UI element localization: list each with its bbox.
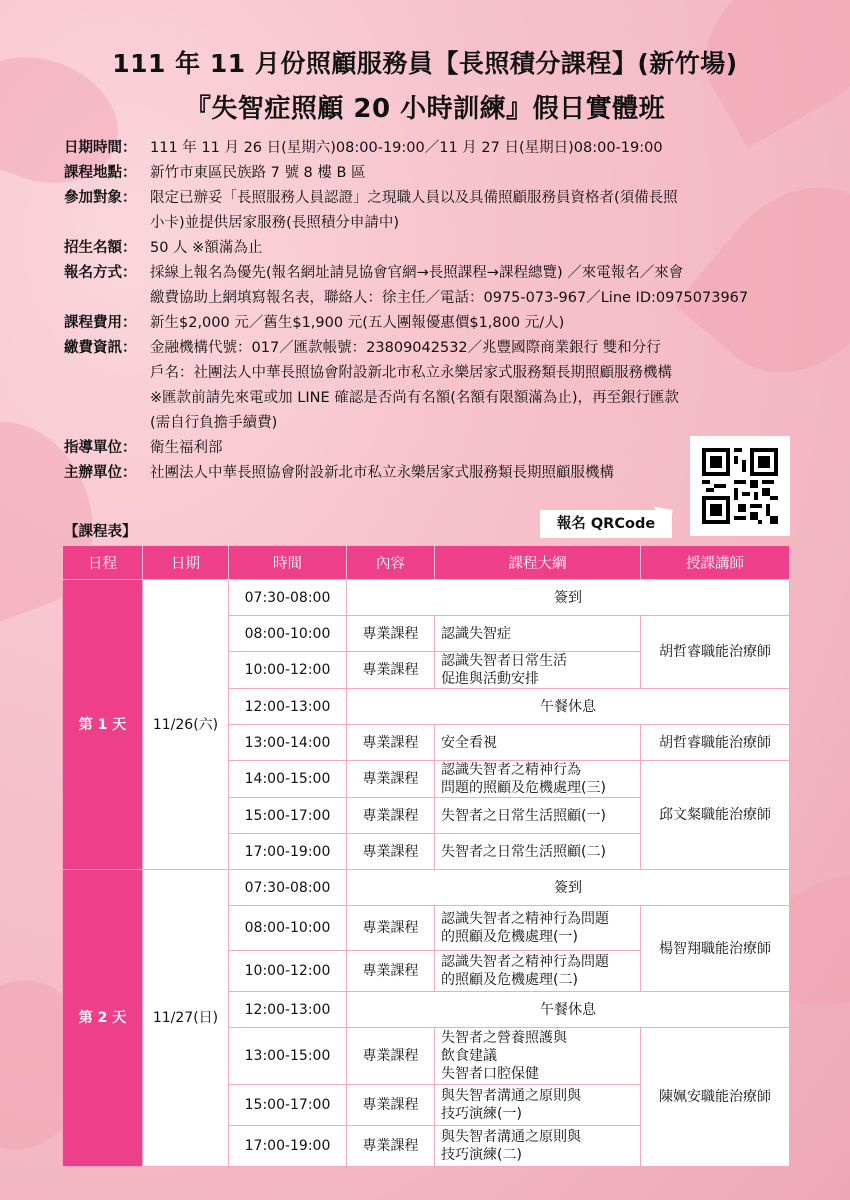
day-label: 第 1 天 [63, 580, 143, 870]
info-target: 參加對象： 限定已辦妥「長照服務人員認證」之現職人員以及具備照顧服務員資格者(須備長照 [64, 190, 678, 206]
table-row: 12:00-13:00 午餐休息 [63, 689, 790, 725]
schedule-table [62, 545, 790, 1167]
table-row: 08:00-10:00 專業課程 認識失智者之精神行為問題 的照顧及危機處理(一) 楊智翔職能治療師 [63, 906, 790, 951]
header-teacher: 授課講師 [641, 546, 790, 580]
info-guide: 指導單位： 衛生福利部 [64, 440, 223, 456]
info-host: 主辦單位： 社團法人中華長照協會附設新北市私立永樂居家式服務類長期照顧服機構 [64, 465, 614, 481]
qr-code-icon [702, 448, 778, 524]
course-info [64, 136, 804, 486]
teacher-cell: 楊智翔職能治療師 [641, 906, 790, 992]
table-row: 08:00-10:00 專業課程 認識失智症 胡哲睿職能治療師 [63, 616, 790, 652]
table-row: 10:00-12:00 專業課程 認識失智者之精神行為問題 的照顧及危機處理(二) [63, 951, 790, 992]
table-row: 13:00-14:00 專業課程 安全看視 胡哲睿職能治療師 [63, 725, 790, 761]
table-row: 12:00-13:00 午餐休息 [63, 992, 790, 1028]
table-row: 第 1 天 11/26(六) 07:30-08:00 簽到 [63, 580, 790, 616]
date-cell: 11/27(日) [143, 870, 229, 1167]
page-subtitle: 『失智症照顧 20 小時訓練』假日實體班 [184, 94, 666, 124]
table-header [63, 546, 790, 580]
info-place: 課程地點： 新竹市東區民族路 7 號 8 樓 B 區 [64, 165, 366, 181]
qr-label: 報名 QRCode [540, 510, 672, 538]
teacher-cell: 胡哲睿職能治療師 [641, 725, 790, 761]
header-outline: 課程大綱 [435, 546, 641, 580]
info-signup-cont: 繳費協助上網填寫報名表，聯絡人：徐主任／電話：0975-073-967／Line ID:0975073967 [150, 290, 749, 306]
teacher-cell: 陳姵安職能治療師 [641, 1028, 790, 1167]
schedule-label: 【課程表】 [64, 524, 137, 540]
table-row: 17:00-19:00 專業課程 失智者之日常生活照顧(二) [63, 834, 790, 870]
header-content: 內容 [347, 546, 435, 580]
table-row: 13:00-15:00 專業課程 失智者之營養照護與 飲食建議 失智者口腔保健 陳姵安職能治療師 [63, 1028, 790, 1085]
table-row: 15:00-17:00 專業課程 與失智者溝通之原則與 技巧演練(一) [63, 1085, 790, 1126]
info-signup: 報名方式： 採線上報名為優先(報名網址請見協會官網→長照課程→課程總覽) ／來電報名／來會 [64, 265, 684, 281]
info-payment-note: ※匯款前請先來電或加 LINE 確認是否尚有名額(名額有限額滿為止)，再至銀行匯款 [150, 390, 680, 406]
qr-code[interactable] [690, 436, 790, 536]
info-target-cont: 小卡)並提供居家服務(長照積分申請中) [150, 215, 399, 231]
info-quota: 招生名額： 50 人 ※額滿為止 [64, 240, 263, 256]
header-date: 日期 [143, 546, 229, 580]
info-payment-account: 戶名：社團法人中華長照協會附設新北市私立永樂居家式服務類長期照顧服務機構 [150, 365, 672, 381]
info-payment: 繳費資訊： 金融機構代號：017／匯款帳號：23809042532／兆豐國際商業銀行 雙和分行 [64, 340, 661, 356]
table-row: 17:00-19:00 專業課程 與失智者溝通之原則與 技巧演練(二) [63, 1126, 790, 1167]
teacher-cell: 胡哲睿職能治療師 [641, 616, 790, 689]
teacher-cell: 邱文粲職能治療師 [641, 761, 790, 870]
info-date: 日期時間： 111 年 11 月 26 日(星期六)08:00-19:00／11 月 27 日(星期日)08:00-19:00 [64, 140, 663, 156]
day-label: 第 2 天 [63, 870, 143, 1167]
info-payment-fee: (需自行負擔手續費) [150, 415, 278, 431]
page-title: 111 年 11 月份照顧服務員【長照積分課程】(新竹場) [112, 49, 738, 78]
table-row: 10:00-12:00 專業課程 認識失智者日常生活 促進與活動安排 [63, 652, 790, 689]
table-row: 14:00-15:00 專業課程 認識失智者之精神行為 問題的照顧及危機處理(三) 邱文粲職能治療師 [63, 761, 790, 798]
info-fee: 課程費用： 新生$2,000 元／舊生$1,900 元(五人團報優惠價$1,800 元/人) [64, 315, 565, 331]
table-row: 第 2 天 11/27(日) 07:30-08:00 簽到 [63, 870, 790, 906]
header-day: 日程 [63, 546, 143, 580]
date-cell: 11/26(六) [143, 580, 229, 870]
header-time: 時間 [229, 546, 347, 580]
table-row: 15:00-17:00 專業課程 失智者之日常生活照顧(一) [63, 798, 790, 834]
